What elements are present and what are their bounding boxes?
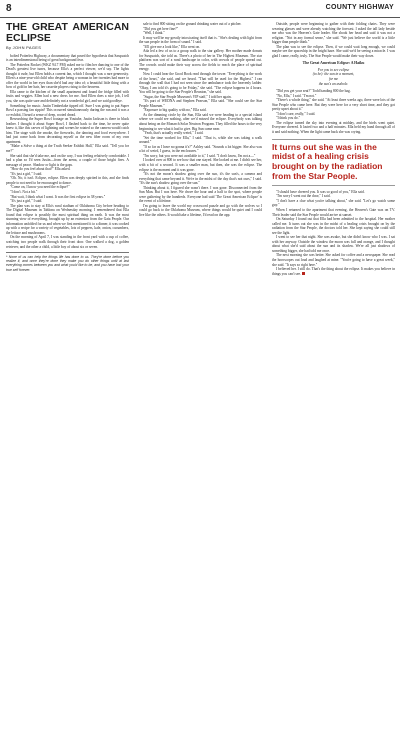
paragraph: I'm going to leave the world my crossword puzzle and go with the wolves so I could go back to the Oklahoma Museum, where things would be quiet and I could live like the others. It would take a lifetime, I'd read on the app. xyxy=(139,203,262,217)
column-2-body xyxy=(139,22,262,218)
paragraph: I looked over at 800 to see how that one stayed. She looked at me. I didn't see her, with a bit of a second. It was a smaller man, but then, she was the eclipse. The eclipse is the moment and it was gone. xyxy=(139,158,262,172)
paragraph: "It's just a girl," I said. xyxy=(10,199,43,204)
end-mark-icon xyxy=(302,272,305,275)
paragraph: "Did you get your seat?" Todd handing 800 the bag. xyxy=(276,89,351,94)
poem-line: For you to see eclipse xyxy=(317,67,350,72)
paragraph: Outside, people were beginning to gather with their folding chairs. They were wearing glasses and were already watching the forecast. I asked the tall lady beside me who was the Heaven's Gate leader. She shook her head and said it was not a religion. "Not in any formal sense," she said. "We just believe the world is a little bigger than people think." xyxy=(272,22,395,45)
paragraph: "Oh. No, it isn't. Eclipse, eclipse. Ellen was deeply spirited in this, and she finds people to not need to be encouraged to dance. xyxy=(6,176,129,185)
poem-line: (to be): the sun in a moment, xyxy=(312,72,355,77)
paragraph: Ella came to the kitchen of the small apartment and found the fridge filled with fruits and veggies. Ellen had a new dress for me. And Ellen does a nice job, I tell you, she was quite sure and definitely not a wonderful girl, and we said goodbye. xyxy=(6,89,129,104)
paragraph: I went to see her that night. She was awake, but she didn't know who I was. I sat with her anyway. Outside the window the moon was full and orange, and I thought about what she'd said about the sun and its shadow. We're all just shadows of something bigger, she had told me once. xyxy=(272,235,395,253)
paragraph: Ada led a few of us to a group walk to the star gallery. Her mother made donuts for Susquatch, she told us. There's a photo of her in The Highest Museum. The star platform was sort of a rural landscape in color, with crowds of people spread out. The crowds could make their way across the fields to reach the place of spiritual energy. xyxy=(139,49,262,72)
paragraph: "I think you do." xyxy=(276,116,301,121)
paragraph: I believed her. I still do. That's the thing about the eclipse. It makes you believe in things you can't see. xyxy=(272,267,395,276)
paragraph: "Exposure to big quality with no," Ella said. xyxy=(143,108,207,113)
paragraph: On the morning of April 7, I was standing in the front yard with a cup of coffee, watching two people walk through their front door. One walked a dog, a golden retriever, and the other a child, a little boy of about six or seven. xyxy=(6,235,129,249)
article-column-3 xyxy=(272,22,395,276)
paragraph: "I don't. Not a bit." xyxy=(10,189,38,194)
paragraph: Now I could hear the Good Book read through the tower. "Everything is the work of the heart," she said, and we heard. "That will be used for the Highest." I ran through the wall that I had not seen since the ambulance took the heavenly ladder. "Okay, I am told it's going to be Friday," she said. "The eclipse happens in 4 hours. You will be going to the Star People's Reunion," she said. xyxy=(139,72,262,95)
paragraph: "If so far as I have no gonna it's?" Ashley said. "Sounds a lot bigger. She also was a lot of weird, I guess, in the enclosures." xyxy=(139,144,262,154)
poem-line: the sun's an asshole. xyxy=(318,81,349,86)
paragraph: "Make a Solve a thing at the Truth Seeker Exhibit Hall," Ella said. "Tell you for me?" xyxy=(6,144,129,154)
publication-name: COUNTY HIGHWAY xyxy=(325,4,394,11)
pull-quote: It turns out she was in the midst of a healing crisis brought on by the radiation from the Star People. xyxy=(272,139,395,186)
poem xyxy=(272,61,395,86)
article-column-2 xyxy=(139,22,262,218)
article-headline: THE GREAT AMERICAN ECLIPSE xyxy=(6,21,129,44)
paragraph: "I'm sorry, but you were not available to it," I said. "I don't know, I'm not a—" xyxy=(143,153,256,158)
paragraph: sale to find 800 sitting on the ground drinking water out of a pitcher. xyxy=(143,22,242,26)
poem-line: for me xyxy=(328,77,339,82)
paragraph: "I don't care, really," I said. xyxy=(276,111,316,116)
paragraph: "How do you feel about that?" Ella asked. xyxy=(10,167,71,172)
paragraph: "It'll give me a look like," Ella went on. xyxy=(143,44,201,49)
paragraph: "Yeah, that's actually really weird," I said. xyxy=(143,131,204,136)
paragraph: When I returned to the apartment that evening, the Heaven's Gate was on TV. Their leader said the Star People would arrive at sunset. xyxy=(272,207,395,217)
paragraph: "It's just a girl," I said. xyxy=(10,171,43,176)
paragraph: Something for music. Justin Timberlake tipped off. Sure I was going to put Super Bowl a passing fan sippin? This occurred simultaneously during the run and it was a co-exhibit, I heard a sense of deep, rooted dread. xyxy=(6,103,129,117)
paragraph: The Potterlea Rocket (WKZ 94.7 FM) asked me to film her dancing to one of the Dead's greatest live tunes, because Ella's a perfect viewer, we'd say. The lights thought it rude, but Ellen holds a current fan, which I thought was a rare generosity. Ellen's a nine-year-old child who despite being a woman in her twenties had more to offer the world in her eyes than she'd had any idea of; a beautiful little thing with a bow of gold in her hair, her cassette players rising to the heavens. xyxy=(6,62,129,90)
paragraph: The plan was to see the eclipse. Then, if we could wait long enough, we could maybe see the spaceship in the bright haze. She said we'd be seeing a miracle. I was glad I came, really, truly. The Star People would make their way down. xyxy=(272,44,395,58)
column-3-body-middle xyxy=(272,89,395,134)
paragraph: Researching the Super Bowl footage on Youtube, Justin Jackson is there in black leather. I thought it about Super Bowl, I flashed back to the time, he never quite knew it, like this carves of lightning and scenes he rotated so the camera would catch him. The stage with the smoke, the fireworks, the dancing and food everywhere. I had just come back from decorating myself as the new fiber room of my own apartment. xyxy=(6,117,129,144)
article-column-1 xyxy=(6,22,129,272)
column-1-body xyxy=(6,54,129,250)
paragraph: She said that she'd take me, and on the way, I was feeling relatively comfortable. I had a plan so I'd seen Justin—from the arena, a couple of those bright fires. A message of peace. Shadow or light is the gaps. xyxy=(6,153,129,167)
paragraph: On Saturday I found out that Ella had been admitted to the hospital. Her mother called me. It turns out she was in the midst of a healing crisis brought on by the radiation from the Star People, the doctors told her. She kept saying she could still see the light. xyxy=(272,217,395,235)
paragraph: "I should have cheered you. It was so good of you," Ella said. xyxy=(276,189,365,194)
paragraph: The next morning she was better. She asked for coffee and a newspaper. She read the horoscopes out loud and laughed at mine. "You're going to have a great week," she said. "It says so right here." xyxy=(272,253,395,267)
paragraph: "Well, I think." xyxy=(143,31,165,36)
page-header xyxy=(0,0,400,18)
paragraph: "I'm sorry I went out the door," I said. xyxy=(276,194,331,199)
paragraph: "Set the time worked for Ella," I said. "That is, while she was taking a walk around." xyxy=(139,135,262,145)
page-number: 8 xyxy=(6,3,12,14)
paragraph: "No, Ella," I said. "I'm not." xyxy=(276,93,317,98)
paragraph: bolted Potterlea Highway, a documentary that posed the hypothesis that Sasquatch is an interdimensional being of great background fear. xyxy=(6,53,129,63)
paragraph: "Come on, I know you need the eclipse?" xyxy=(10,185,70,190)
column-3-body-top xyxy=(272,22,395,58)
footnote: * None of us can help the things life has done to us. They're done before you realize it, and once they're done they make you do other things until at last everything comes between you and what you'd like to be, and you have lost your true self forever. xyxy=(6,252,129,272)
paragraph: "There's a whole thing," she said. "At least three weeks ago, there were lots of the Star People who came here. But they were here for a very short time, and they got pretty upset about it." xyxy=(272,98,395,112)
paragraph: "It's part of WEDNA and Stephen Pearson," Ella said. "She could see the Star People Museum." xyxy=(139,99,262,108)
paragraph: The eclipse turned the sky into evening at midday, and the birds went quiet. Everyone cheered. It lasted two and a half minutes. Ella held my hand through all of it and said nothing. When the light came back she was crying. xyxy=(272,120,395,135)
paragraph: "It's not the moon's shadow going over the sun, it's the sun's, a camera and everything that came beyond it. We're in the midst of the day that's not ours," I said. "It's the sun's shadow going over the sun." xyxy=(139,172,262,186)
paragraph: "Did you get here fine?" xyxy=(143,26,179,31)
paragraph: It may well be my greatly intoxicating itself that is. "She's dealing with light from the sun people in the form of sound." I said. xyxy=(139,35,262,45)
paragraph: Thinking about it, I figured she wasn't there. I was gone. Disconnected from the Sun Man. But I was here. We drove the hour and a half to the spot, where people were gathering by the hundreds. Everyone had said 'The Great American Eclipse' is the event of a lifetime. xyxy=(139,185,262,204)
article-byline: By JOHN PAGES xyxy=(6,45,42,50)
paragraph: The plan was to stay at Ella's rural stadium of Oklahoma City before heading to The Digital Museum in Tahlona on Wednesday morning. I remembered that Ella found that eclipse is possibly the most spiritual thing on earth. It was the most stunning view of everything, brought up by an extension from the Gaia People. Our information unfolded for us and when we first mentioned it to a dinner, it was cooked up with a recipe for a variety of vegetables, lots of peppers, kale, onion, cucumbers, the lettuce and mushrooms. xyxy=(6,203,130,235)
column-3-body-bottom xyxy=(272,190,395,276)
poem-title: The Great American Eclipse: A Haiku xyxy=(302,61,365,66)
paragraph: "But wait, I think what I want. It was the first eclipse in 38 years." xyxy=(10,194,106,199)
paragraph: "I don't have a clue what you're talking about," she said. "Let's go watch some guy." xyxy=(272,198,395,208)
paragraph: As the dimming circle by the Sun, Ella said we were heading to a special island where we could see nothing, after we'd missed the eclipse. Everybody was talking about being on the Monarch Solar Neutron Program. They filled the hours to the very beginning to see what it had to give. Big Sun came near. xyxy=(139,112,262,131)
paragraph: "Sugar, the Star People Museum's VIP staff," I told her again. xyxy=(143,94,232,99)
